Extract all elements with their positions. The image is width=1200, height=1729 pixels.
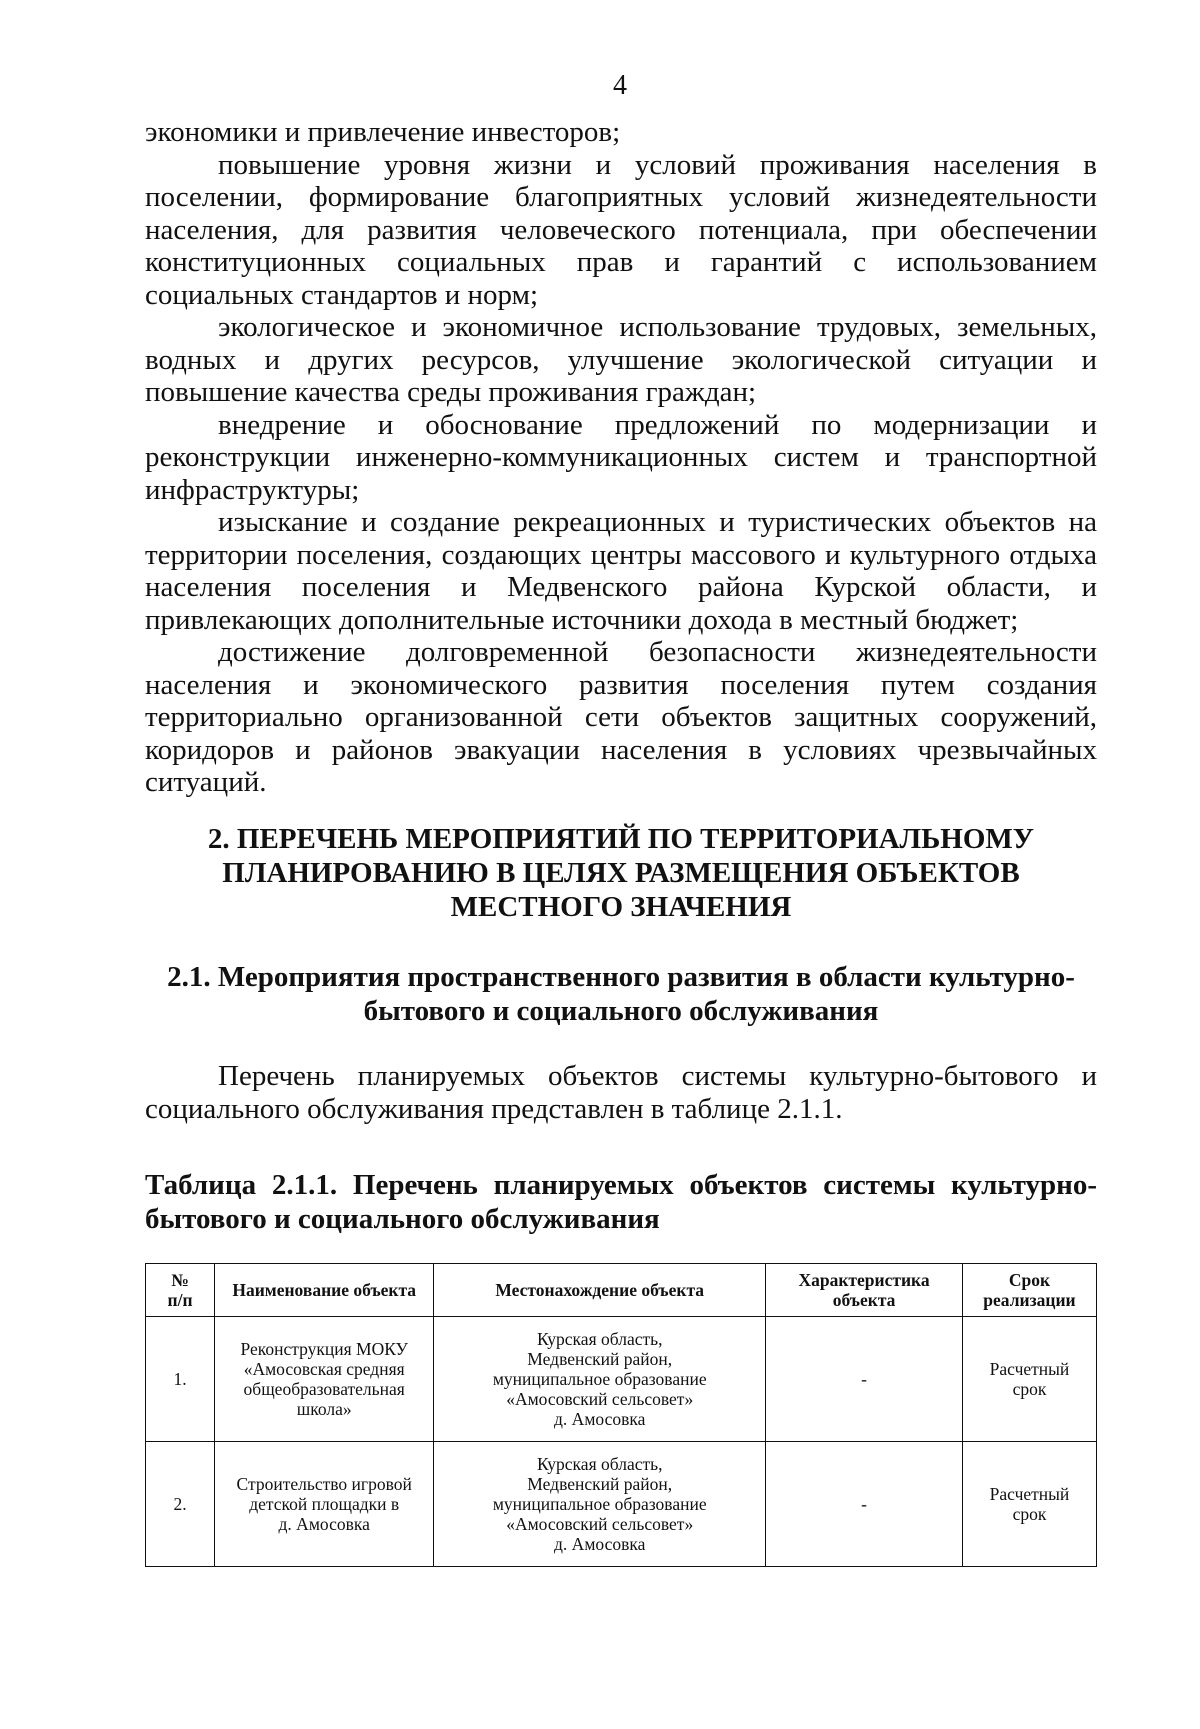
- row-term: [962, 1442, 1096, 1567]
- page-number: 4: [613, 70, 627, 101]
- subsection-title: [145, 960, 1097, 1028]
- section-title-line: МЕСТНОГО ЗНАЧЕНИЯ: [450, 891, 792, 923]
- cell-line: Медвенский район,: [527, 1474, 673, 1494]
- cell-line: д. Амосовка: [554, 1409, 646, 1429]
- header-characteristic-line: Характеристика: [798, 1270, 930, 1290]
- cell-line: «Амосовский сельсовет»: [506, 1514, 694, 1534]
- cell-line: Курская область,: [536, 1454, 663, 1474]
- paragraph: изыскание и создание рекреационных и туристических объектов на территории поселения, создающих центры массового и культурного отдыха населения поселения и Медвенского района Курской области, и привлекающих дополнительные источники дохода в местный бюджет;: [145, 506, 1097, 636]
- cell-line: школа»: [296, 1399, 352, 1419]
- subsection-title-line: бытового и социального обслуживания: [363, 995, 879, 1027]
- section-title: [145, 822, 1097, 924]
- row-characteristic: -: [766, 1317, 963, 1442]
- header-number: [146, 1264, 215, 1317]
- cell-line: Реконструкция МОКУ: [240, 1339, 408, 1359]
- section-title-line: ПЛАНИРОВАНИЮ В ЦЕЛЯХ РАЗМЕЩЕНИЯ ОБЪЕКТОВ: [222, 857, 1020, 889]
- paragraph: экономики и привлечение инвесторов;: [145, 116, 621, 148]
- cell-line: срок: [1012, 1504, 1047, 1524]
- cell-line: общеобразовательная: [243, 1379, 405, 1399]
- header-number-symbol: №: [171, 1270, 189, 1290]
- cell-line: Курская область,: [536, 1329, 663, 1349]
- row-term: [962, 1317, 1096, 1442]
- header-number-label: п/п: [167, 1290, 193, 1310]
- planned-objects-table: [145, 1263, 1097, 1567]
- section-title-line: 2. ПЕРЕЧЕНЬ МЕРОПРИЯТИЙ ПО ТЕРРИТОРИАЛЬНОМУ: [207, 823, 1035, 855]
- cell-line: срок: [1012, 1379, 1047, 1399]
- cell-line: «Амосовский сельсовет»: [506, 1389, 694, 1409]
- table-row: [146, 1442, 1097, 1567]
- header-name: Наименование объекта: [215, 1264, 434, 1317]
- body-text: [145, 116, 1097, 799]
- table-header-row: [146, 1264, 1097, 1317]
- header-location: Местонахождение объекта: [434, 1264, 766, 1317]
- table-title: Таблица 2.1.1. Перечень планируемых объектов системы культурно-бытового и социального обслуживания: [145, 1169, 1097, 1235]
- cell-line: «Амосовская средняя: [243, 1359, 405, 1379]
- row-object-name: [215, 1442, 434, 1567]
- header-term-line: реализации: [983, 1290, 1076, 1310]
- cell-line: Строительство игровой: [236, 1474, 412, 1494]
- cell-line: Расчетный: [989, 1484, 1070, 1504]
- cell-line: Расчетный: [989, 1359, 1070, 1379]
- header-term-line: Срок: [1008, 1270, 1051, 1290]
- subsection-title-line: 2.1. Мероприятия пространственного развития в области культурно-: [167, 961, 1075, 993]
- header-characteristic-line: объекта: [832, 1290, 896, 1310]
- paragraph: повышение уровня жизни и условий проживания населения в поселении, формирование благоприятных условий жизнедеятельности населения, для развития человеческого потенциала, при обеспечении конституционных социальных прав и гарантий с использованием социальных стандартов и норм;: [145, 148, 1097, 311]
- cell-line: д. Амосовка: [554, 1534, 646, 1554]
- row-number: 2.: [146, 1442, 215, 1567]
- row-location: [434, 1317, 766, 1442]
- header-characteristic: [766, 1264, 963, 1317]
- header-term: [962, 1264, 1096, 1317]
- cell-line: муниципальное образование: [492, 1494, 707, 1514]
- paragraph: экологическое и экономичное использование трудовых, земельных, водных и других ресурсов, улучшение экологической ситуации и повышение качества среды проживания граждан;: [145, 311, 1097, 408]
- intro-paragraph: Перечень планируемых объектов системы культурно-бытового и социального обслуживания представлен в таблице 2.1.1.: [145, 1060, 1097, 1125]
- paragraph: внедрение и обоснование предложений по модернизации и реконструкции инженерно-коммуникационных систем и транспортной инфраструктуры;: [145, 408, 1097, 506]
- cell-line: муниципальное образование: [492, 1369, 707, 1389]
- table-row: [146, 1317, 1097, 1442]
- cell-line: д. Амосовка: [278, 1514, 370, 1534]
- cell-line: детской площадки в: [249, 1494, 400, 1514]
- cell-line: Медвенский район,: [527, 1349, 673, 1369]
- row-location: [434, 1442, 766, 1567]
- row-characteristic: -: [766, 1442, 963, 1567]
- paragraph: достижение долговременной безопасности жизнедеятельности населения и экономического развития поселения путем создания территориально организованной сети объектов защитных сооружений, коридоров и районов эвакуации населения в условиях чрезвычайных ситуаций.: [145, 636, 1097, 798]
- row-object-name: [215, 1317, 434, 1442]
- row-number: 1.: [146, 1317, 215, 1442]
